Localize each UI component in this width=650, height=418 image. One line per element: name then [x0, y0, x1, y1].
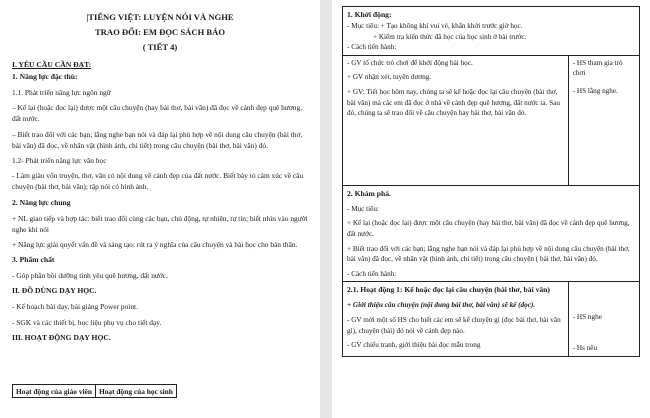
- paragraph: - HS tham gia trò chơi: [572, 58, 623, 78]
- paragraph: – Kể lại (hoặc đọc lại) được một câu chuyện (hay bài thơ, bài văn) đã đọc về cảnh đẹp quê hương, đất nước.: [12, 103, 303, 124]
- paragraph: + GV: Tiết học hôm nay, chúng ta sẽ kể hoặc đọc lại câu chuyện (bài thơ, bài văn) mà các em đã đọc ở nhà về cảnh đẹp quê hương, đất nước ta. Sau đó, chúng ta sẽ trao đổi về câu chuyện hay bài thơ, bài văn đó.: [347, 87, 560, 118]
- paragraph: + Năng lực giải quyết vấn đề và sáng tạo: rút ra ý nghĩa của câu chuyện và bài học cho bản thân.: [12, 240, 298, 250]
- general-competence-heading: 2. Năng lực chung: [12, 197, 71, 207]
- explore-heading: 2. Khám phá.: [347, 188, 391, 198]
- section-materials-heading: II. ĐỒ DÙNG DẠY HỌC.: [12, 286, 97, 296]
- paragraph: – Biết trao đổi với các bạn; lắng nghe bạn nói và đáp lại phù hợp về nội dung câu chuyện (bài thơ, bài văn) đã đọc, về nhân vật (hình ảnh, chi tiết) trong câu chuyện (bài thơ, bài văn) đó.: [12, 129, 303, 150]
- lesson-title-text: TIẾNG VIỆT: LUYỆN NÓI VÀ NGHE: [88, 12, 234, 22]
- paragraph: + Kể lại (hoặc đọc lại) được một câu chuyện (hay bài thơ, bài văn) đã đọc về cảnh đẹp quê hương, đất nước.: [347, 219, 630, 238]
- paragraph: - GV chiếu tranh, giới thiệu bài đọc mẫu trong: [347, 341, 481, 350]
- right-page: [332, 0, 650, 418]
- teacher-cell: [343, 282, 569, 356]
- student-cell: [568, 282, 639, 356]
- paragraph: - HS lắng nghe.: [572, 86, 618, 95]
- paragraph: + Giới thiệu câu chuyện (nội dung bài thơ, bài văn) sẽ kể (đọc).: [347, 301, 536, 310]
- paragraph: - GV mời một số HS cho biết các em sẽ kể chuyện gì (đọc bài thơ, bài văn gì), chuyện (bài) đó nói về cảnh đẹp nào.: [347, 315, 561, 335]
- warmup-section: [343, 7, 640, 56]
- student-column-header: Hoạt động của học sinh: [95, 385, 176, 398]
- paragraph: - Mục tiêu:: [347, 204, 379, 213]
- paragraph: - GV tổ chức trò chơi để khởi động bài học.: [347, 58, 473, 67]
- teacher-cell: [343, 55, 569, 185]
- lesson-title: |TIẾNG VIỆT: LUYỆN NÓI VÀ NGHE: [86, 12, 234, 22]
- teacher-column-header: Hoạt động của giáo viên: [13, 385, 96, 398]
- lesson-subtitle: TRAO ĐỔI: EM ĐỌC SÁCH BÁO: [94, 27, 226, 37]
- paragraph: - Hs nêu: [572, 343, 598, 352]
- paragraph: - Cách tiến hành:: [347, 269, 397, 278]
- paragraph: - Mục tiêu: + Tạo không khí vui vẻ, khấn khởi trước giờ học.: [347, 22, 523, 30]
- paragraph: + GV nhận xét, tuyên dương.: [347, 73, 432, 82]
- explore-section: [343, 185, 640, 282]
- activities-table: [342, 6, 640, 357]
- literature-competence-heading: 1.2- Phát triển năng lực văn học: [12, 156, 107, 166]
- qualities-heading: 3. Phẩm chất: [12, 255, 55, 265]
- left-page: [0, 0, 320, 418]
- warmup-heading: 1. Khởi động:: [347, 10, 392, 19]
- section-requirements-heading: I. YÊU CẦU CẦN ĐẠT:: [12, 60, 92, 69]
- specific-competence-heading: 1. Năng lực đặc thù:: [12, 72, 78, 81]
- paragraph: - Làm giàu vốn truyện, thơ, văn có nội dung về cảnh đẹp của đất nước. Biết bày tỏ cảm xúc về câu chuyện (bài thơ, bài văn); tập nói có hình ảnh.: [12, 171, 304, 192]
- activities-table-header: [12, 384, 177, 398]
- lesson-period: ( TIẾT 4): [142, 42, 178, 52]
- language-competence-heading: 1.1. Phát triển năng lực ngôn ngữ: [12, 88, 111, 97]
- paragraph: - Cách tiến hành:: [347, 43, 397, 52]
- activity-1-heading: 2.1. Hoạt động 1: Kể hoặc đọc lại câu chuyện (bài thơ, bài văn): [347, 285, 550, 295]
- section-activities-heading: III. HOẠT ĐỘNG DẠY HỌC.: [12, 332, 111, 342]
- paragraph: + Biết trao đổi với các bạn; lắng nghe bạn nói và đáp lại phù hợp về nội dung câu chuyện (bài thơ, bài văn) đã đọc, về nhân vật (hình ảnh, chi tiết) trong câu chuyện ( bài thơ, bài văn) đó.: [347, 244, 630, 264]
- paragraph: - Góp phần bồi dưỡng tình yêu quê hương, đất nước.: [12, 271, 168, 281]
- paragraph: + Kiểm tra kiến thức đã học của học sinh ở bài trước.: [373, 32, 527, 41]
- paragraph: - Kế hoạch bài dạy, bài giảng Power point.: [12, 302, 138, 312]
- paragraph: + NL giao tiếp và hợp tác: biết trao đổi cùng các bạn, chủ động, tự nhiên, tự tin; biết nhìn vào người nghe khi nói: [12, 213, 308, 234]
- paragraph: - HS nghe: [572, 313, 602, 322]
- student-cell: [568, 55, 639, 185]
- paragraph: - SGK và các thiết bị, học liệu phụ vụ cho tiết dạy.: [12, 317, 162, 327]
